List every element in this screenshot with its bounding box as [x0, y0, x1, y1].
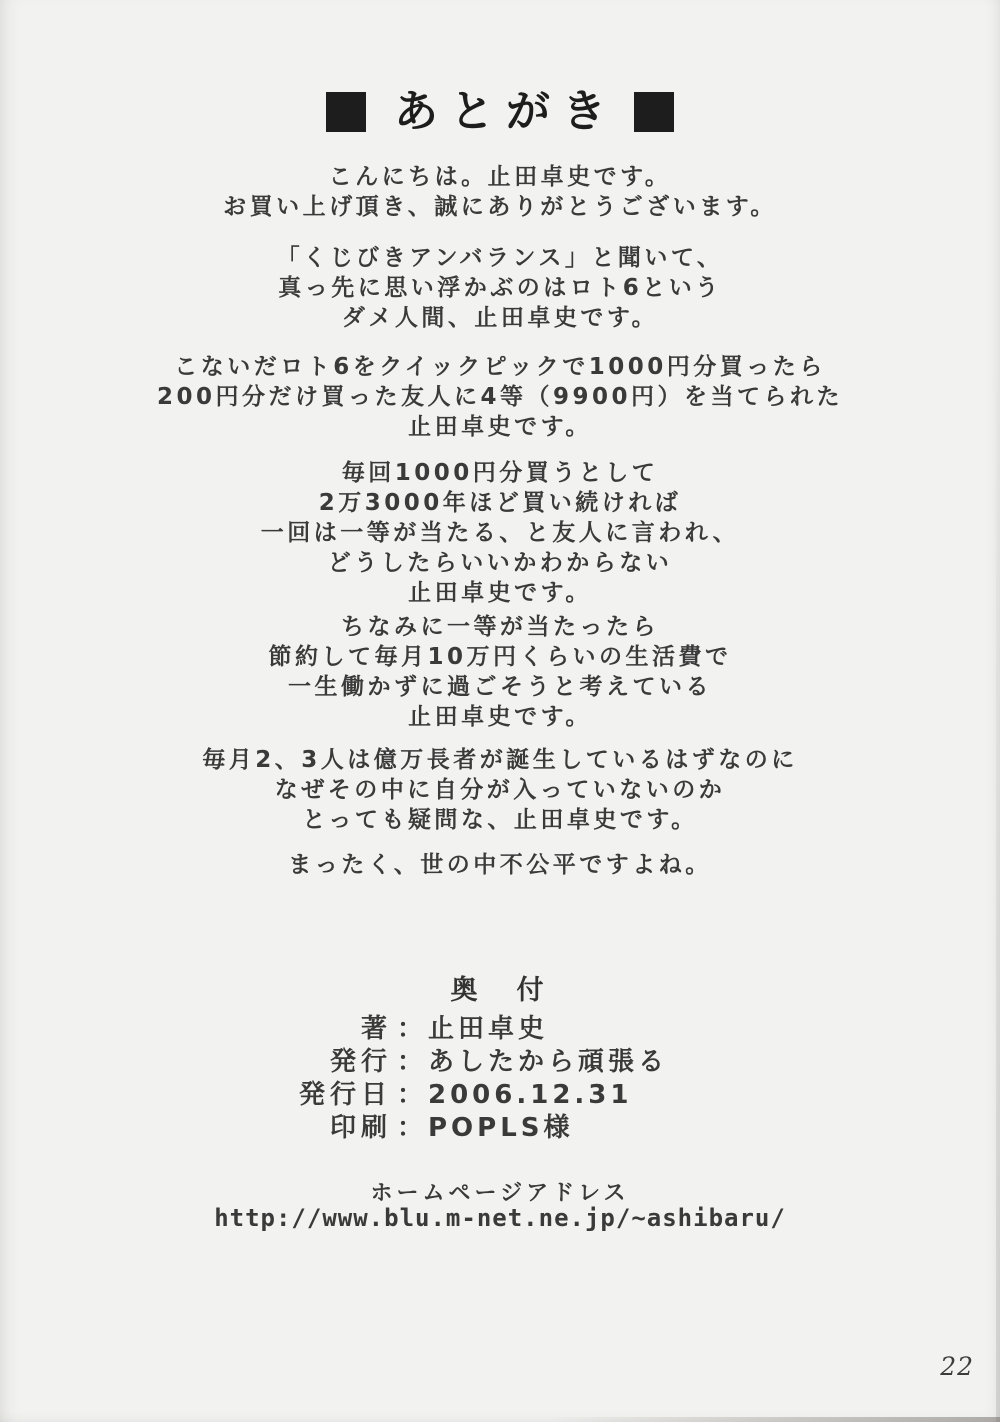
paragraph-line: 2万3000年ほど買い続ければ [318, 490, 682, 516]
colophon-colon: ： [396, 1080, 423, 1110]
paragraph-unfair-world [0, 850, 1000, 880]
paragraph-odds [0, 458, 1000, 608]
paragraph-line: 一回は一等が当たる、と友人に言われ、 [260, 520, 740, 546]
colophon-row-printer [0, 1107, 1000, 1143]
paragraph-line: 節約して毎月10万円くらいの生活費で [268, 644, 732, 670]
colophon-colon: ： [396, 1113, 423, 1143]
paragraph-line: なぜその中に自分が入っていないのか [274, 777, 726, 803]
paragraph-quickpick [0, 352, 1000, 442]
colophon-value: 2006.12.31 [428, 1080, 633, 1110]
colophon-heading: 奥 付 [450, 975, 550, 1007]
colophon-label: 印刷 [329, 1113, 392, 1143]
scan-bottom-edge [550, 1417, 1000, 1422]
colophon-row-publish-date [0, 1074, 1000, 1110]
homepage-label: ホームページアドレス [370, 1181, 630, 1206]
paragraph-line: 毎月2、3人は億万長者が誕生しているはずなのに [202, 747, 798, 773]
homepage-url: http://www.blu.m-net.ne.jp/~ashibaru/ [214, 1204, 786, 1232]
colophon-row-publisher [0, 1041, 1000, 1077]
paragraph-line: お買い上げ頂き、誠にありがとうございます。 [223, 194, 777, 220]
page-number: 22 [940, 1352, 974, 1381]
colophon-label: 発行日 [298, 1080, 392, 1110]
page-title [0, 88, 1000, 136]
colophon-value: 止田卓史 [428, 1014, 549, 1044]
black-square-left-icon [326, 92, 366, 132]
paragraph-line: 一生働かずに過ごそうと考えている [288, 674, 712, 700]
colophon-colon: ： [396, 1047, 423, 1077]
colophon-label: 発行 [329, 1047, 392, 1077]
black-square-right-icon [634, 92, 674, 132]
paragraph-millionaires [0, 745, 1000, 835]
paragraph-jackpot-plan [0, 612, 1000, 732]
paragraph-line: こないだロト6をクイックピックで1000円分買ったら [174, 354, 826, 380]
paragraph-line: どうしたらいいかわからない [327, 550, 673, 576]
paragraph-line: 止田卓史です。 [408, 704, 592, 730]
paragraph-line: ダメ人間、止田卓史です。 [341, 305, 659, 331]
paragraph-line: ちなみに一等が当たったら [341, 614, 659, 640]
paragraph-line: とっても疑問な、止田卓史です。 [302, 807, 698, 833]
paragraph-line: 止田卓史です。 [408, 580, 592, 606]
paragraph-line: 200円分だけ買った友人に4等（9900円）を当てられた [156, 384, 844, 410]
paragraph-greeting [0, 162, 1000, 222]
page-title-text: あとがき [394, 86, 618, 137]
colophon-label: 著 [360, 1014, 392, 1044]
colophon-value: POPLS様 [428, 1113, 574, 1143]
paragraph-line: 真っ先に思い浮かぶのはロト6という [278, 275, 722, 301]
colophon-value: あしたから頑張る [428, 1047, 669, 1077]
paragraph-line: 「くじびきアンバランス」と聞いて、 [276, 245, 724, 271]
colophon-colon: ： [396, 1014, 423, 1044]
paragraph-line: まったく、世の中不公平ですよね。 [288, 852, 712, 878]
colophon [0, 1008, 1000, 1143]
paragraph-line: こんにちは。止田卓史です。 [328, 164, 672, 190]
colophon-row-author [0, 1008, 1000, 1044]
paragraph-line: 毎回1000円分買うとして [341, 460, 659, 486]
paragraph-line: 止田卓史です。 [408, 414, 592, 440]
paragraph-kujibiki [0, 243, 1000, 333]
